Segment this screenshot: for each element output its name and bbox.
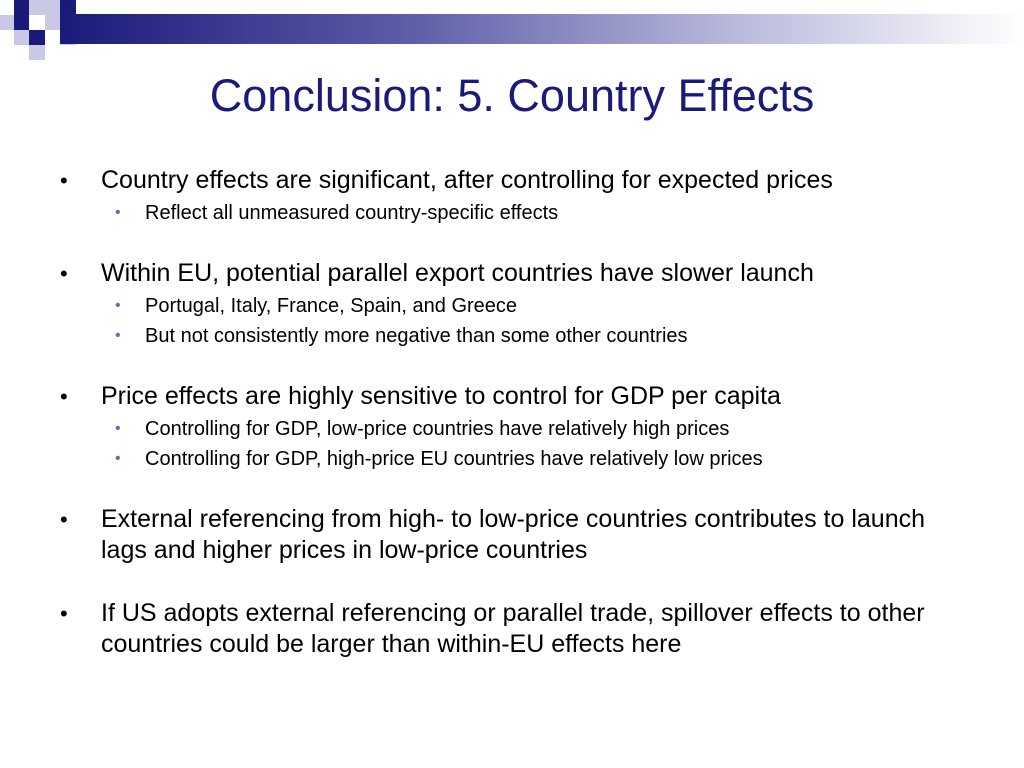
sub-bullet-icon: • — [115, 327, 121, 344]
sub-bullet-text: Portugal, Italy, France, Spain, and Greece — [145, 295, 518, 317]
bullet-item — [60, 258, 970, 289]
sub-bullet-item — [60, 446, 970, 472]
sub-bullet-item — [60, 416, 970, 442]
sub-bullet-item — [60, 200, 970, 226]
sub-bullet-text: Controlling for GDP, low-price countries have relatively high prices — [145, 418, 730, 440]
bullet-item — [60, 165, 970, 196]
bullet-icon: • — [60, 384, 68, 409]
bullet-icon: • — [60, 601, 68, 626]
header-gradient-bar — [60, 14, 1024, 44]
sub-bullet-icon: • — [115, 297, 121, 314]
bullet-item — [60, 381, 970, 412]
bullet-text: Price effects are highly sensitive to control for GDP per capita — [101, 382, 781, 410]
sub-bullet-text: Controlling for GDP, high-price EU countries have relatively low prices — [145, 448, 763, 470]
sub-bullet-item — [60, 293, 970, 319]
bullet-text: Country effects are significant, after controlling for expected prices — [101, 166, 833, 194]
bullet-text: If US adopts external referencing or parallel trade, spillover effects to other countries could be larger than within-EU effects here — [101, 599, 925, 658]
sub-bullet-icon: • — [115, 204, 121, 221]
sub-bullet-text: But not consistently more negative than some other countries — [145, 325, 688, 347]
sub-bullet-text: Reflect all unmeasured country-specific effects — [145, 202, 559, 224]
sub-bullet-icon: • — [115, 450, 121, 467]
bullet-icon: • — [60, 168, 68, 193]
slide-title: Conclusion: 5. Country Effects — [209, 70, 815, 121]
sub-bullet-icon: • — [115, 420, 121, 437]
bullet-item — [60, 504, 970, 566]
bullet-icon: • — [60, 507, 68, 532]
bullet-item — [60, 598, 970, 660]
bullet-list — [60, 165, 970, 660]
bullet-text: External referencing from high- to low-price countries contributes to launch lags and higher prices in low-price countries — [101, 505, 926, 564]
bullet-icon: • — [60, 261, 68, 286]
sub-bullet-item — [60, 323, 970, 349]
bullet-text: Within EU, potential parallel export countries have slower launch — [101, 259, 814, 287]
